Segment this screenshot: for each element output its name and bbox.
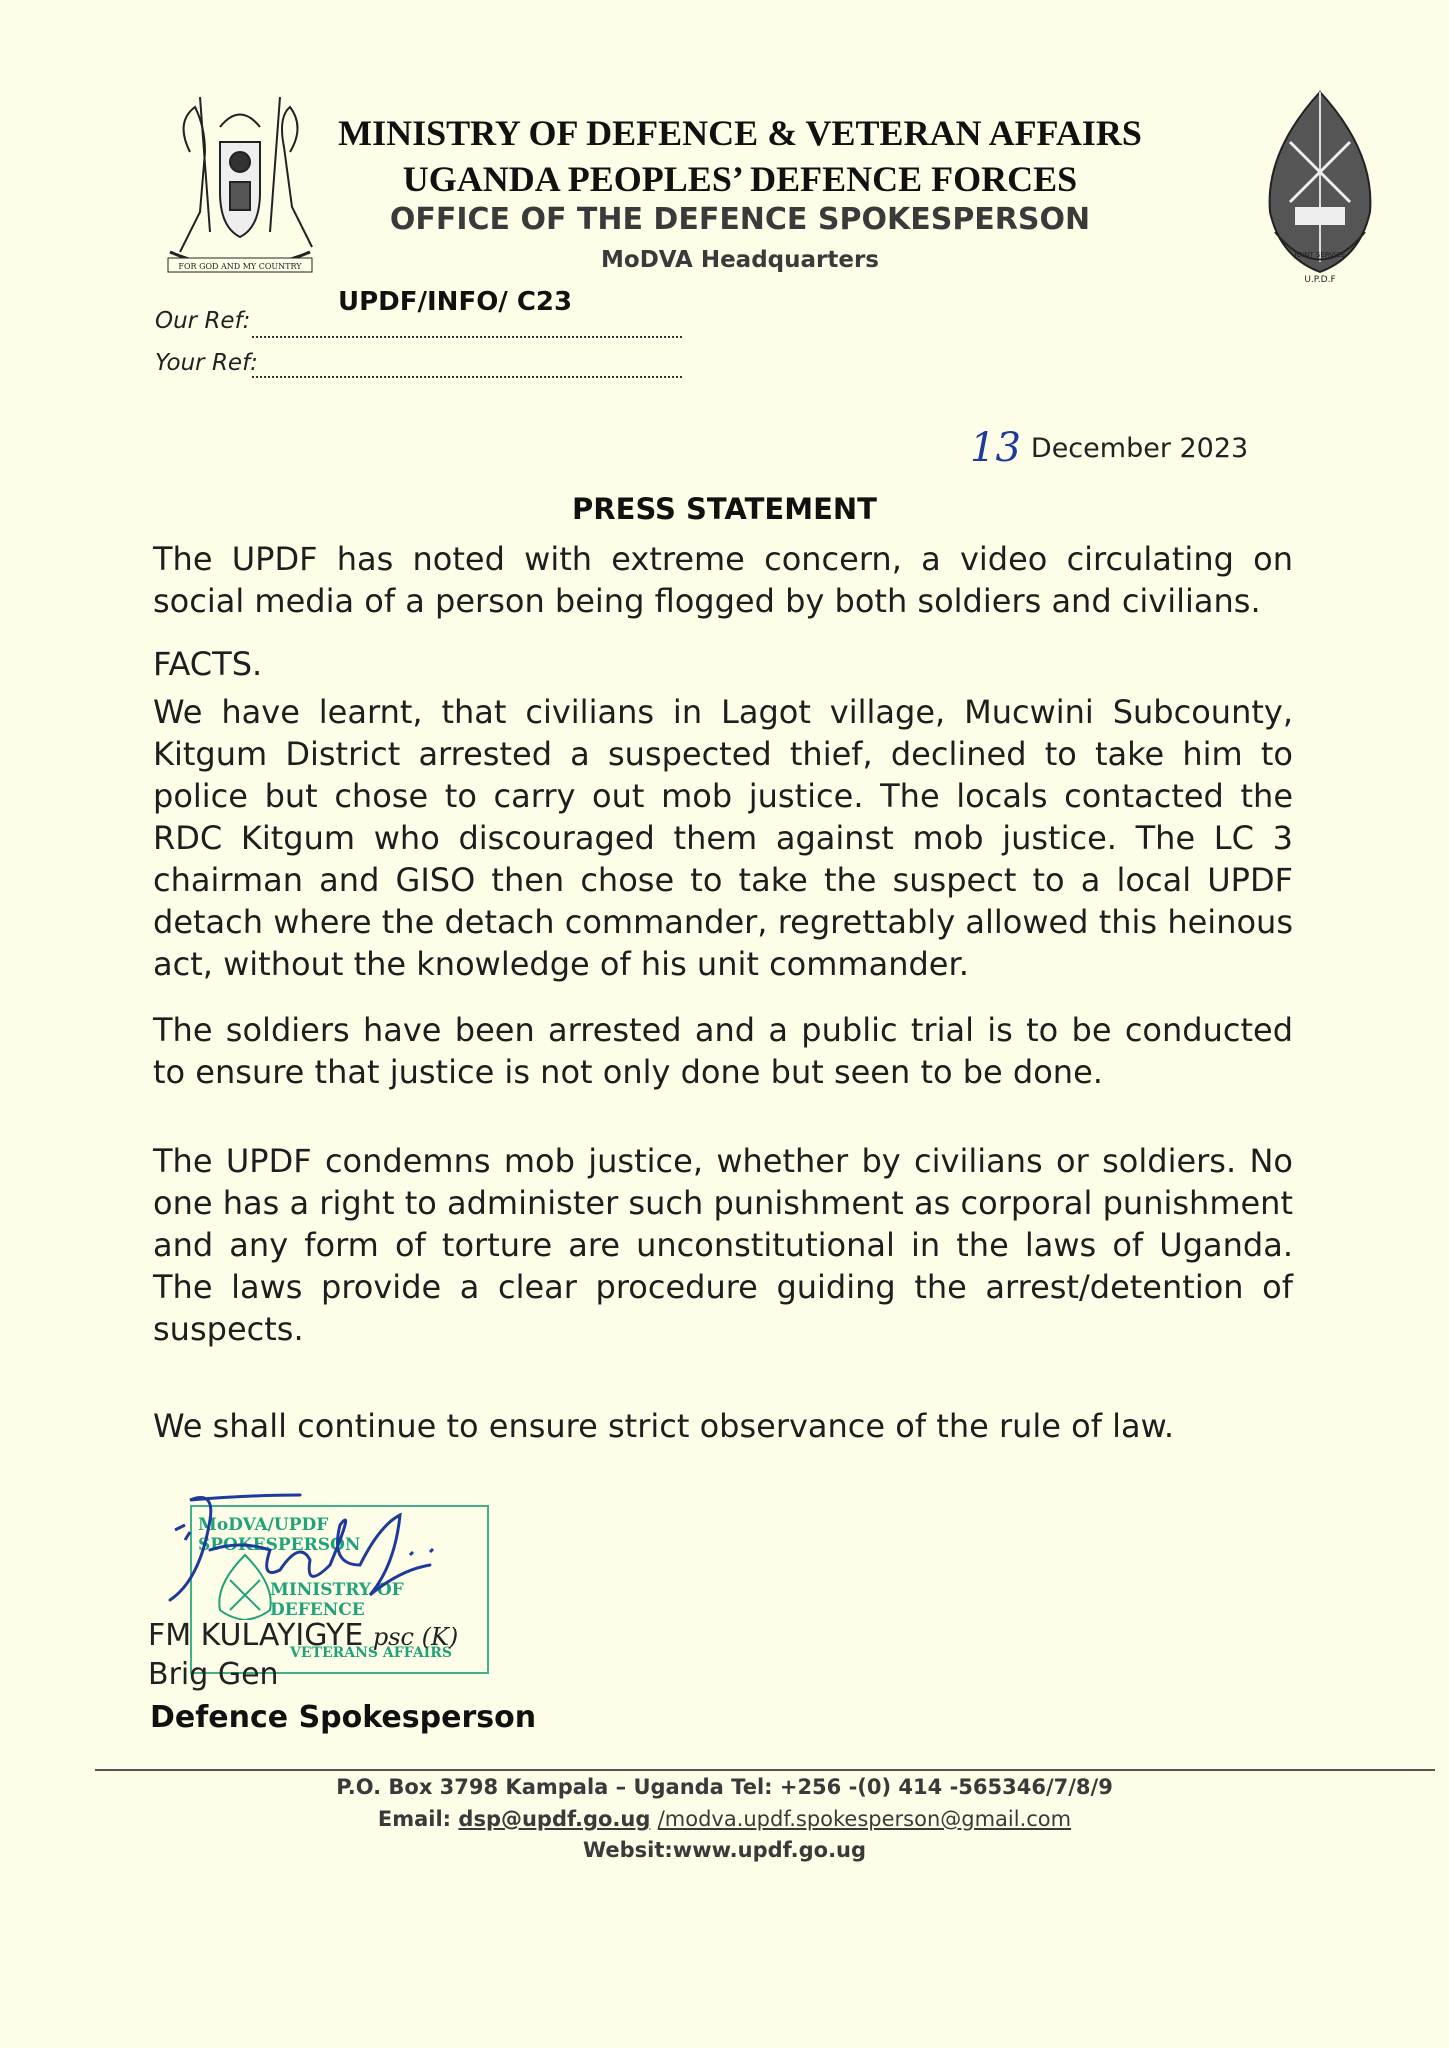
handwritten-signature [150, 1470, 500, 1620]
crest-text: JOINT SERVICE [1294, 251, 1346, 259]
our-ref-line [252, 336, 682, 338]
signatory-role: Defence Spokesperson [150, 1700, 537, 1735]
your-ref-line [252, 376, 682, 378]
our-ref-label: Our Ref: [155, 308, 251, 334]
statement-title: PRESS STATEMENT [572, 492, 877, 526]
footer-divider [95, 1769, 1435, 1771]
footer-email-line [0, 1807, 1449, 1831]
footer-email-link-1[interactable]: dsp@updf.go.ug [458, 1807, 651, 1831]
footer-address: P.O. Box 3798 Kampala – Uganda Tel: +256 -(0) 414 -565346/7/8/9 [336, 1775, 1113, 1799]
stamp-line2: MINISTRY OF DEFENCE [270, 1580, 404, 1620]
office-heading: OFFICE OF THE DEFENCE SPOKESPERSON [389, 202, 1091, 237]
stamp-line1: MoDVA/UPDF SPOKESPERSON [198, 1515, 361, 1555]
our-ref-value: UPDF/INFO/ C23 [338, 287, 573, 317]
updf-crest-icon [1255, 82, 1385, 292]
date-day-handwritten: 13 [970, 425, 1021, 471]
paragraph-closing: We shall continue to ensure strict observance of the rule of law. [153, 1407, 1175, 1445]
paragraph-facts: We have learnt, that civilians in Lagot village, Mucwini Subcounty, Kitgum District arrested a suspected thief, declined to take him to police but chose to carry out mob justice. The locals contacted the RDC Kitgum who discouraged them against mob justice. The LC 3 chairman and GISO then chose to take the suspect to a local UPDF detach where the detach commander, regrettably allowed this heinous act, without the knowledge of his unit commander. [153, 693, 1293, 983]
your-ref-label: Your Ref: [155, 350, 258, 376]
paragraph-arrest: The soldiers have been arrested and a public trial is to be conducted to ensure that justice is not only done but seen to be done. [153, 1011, 1293, 1091]
statement-date [970, 425, 1248, 471]
stamp-line3: VETERANS AFFAIRS [290, 1645, 452, 1661]
ministry-heading: MINISTRY OF DEFENCE & VETERAN AFFAIRS [338, 113, 1142, 153]
signatory-name: FM KULAYIGYE [148, 1618, 364, 1653]
paragraph-facts-heading: FACTS. [153, 645, 263, 683]
signatory-suffix: psc (K) [372, 1623, 459, 1651]
hq-heading: MoDVA Headquarters [601, 247, 879, 273]
paragraph-intro: The UPDF has noted with extreme concern, a video circulating on social media of a person being flogged by both soldiers and civilians. [153, 540, 1293, 620]
signatory-rank: Brig Gen [148, 1657, 279, 1692]
date-month-year: December 2023 [1030, 433, 1249, 464]
footer-website[interactable]: Websit:www.updf.go.ug [582, 1838, 867, 1862]
coat-motto: FOR GOD AND MY COUNTRY [178, 262, 302, 271]
forces-heading: UGANDA PEOPLES’ DEFENCE FORCES [402, 159, 1078, 199]
crest-abbr: U.P.D.F [1304, 275, 1336, 285]
signatory-name-line [148, 1618, 458, 1653]
footer-email-link-2[interactable]: /modva.updf.spokesperson@gmail.com [657, 1807, 1072, 1831]
paragraph-condemn: The UPDF condemns mob justice, whether by civilians or soldiers. No one has a right to administer such punishment as corporal punishment and any form of torture are unconstitutional in the laws of Uganda. The laws provide a clear procedure guiding the arrest/detention of suspects. [153, 1142, 1293, 1348]
footer-email-label: Email: [377, 1807, 452, 1831]
